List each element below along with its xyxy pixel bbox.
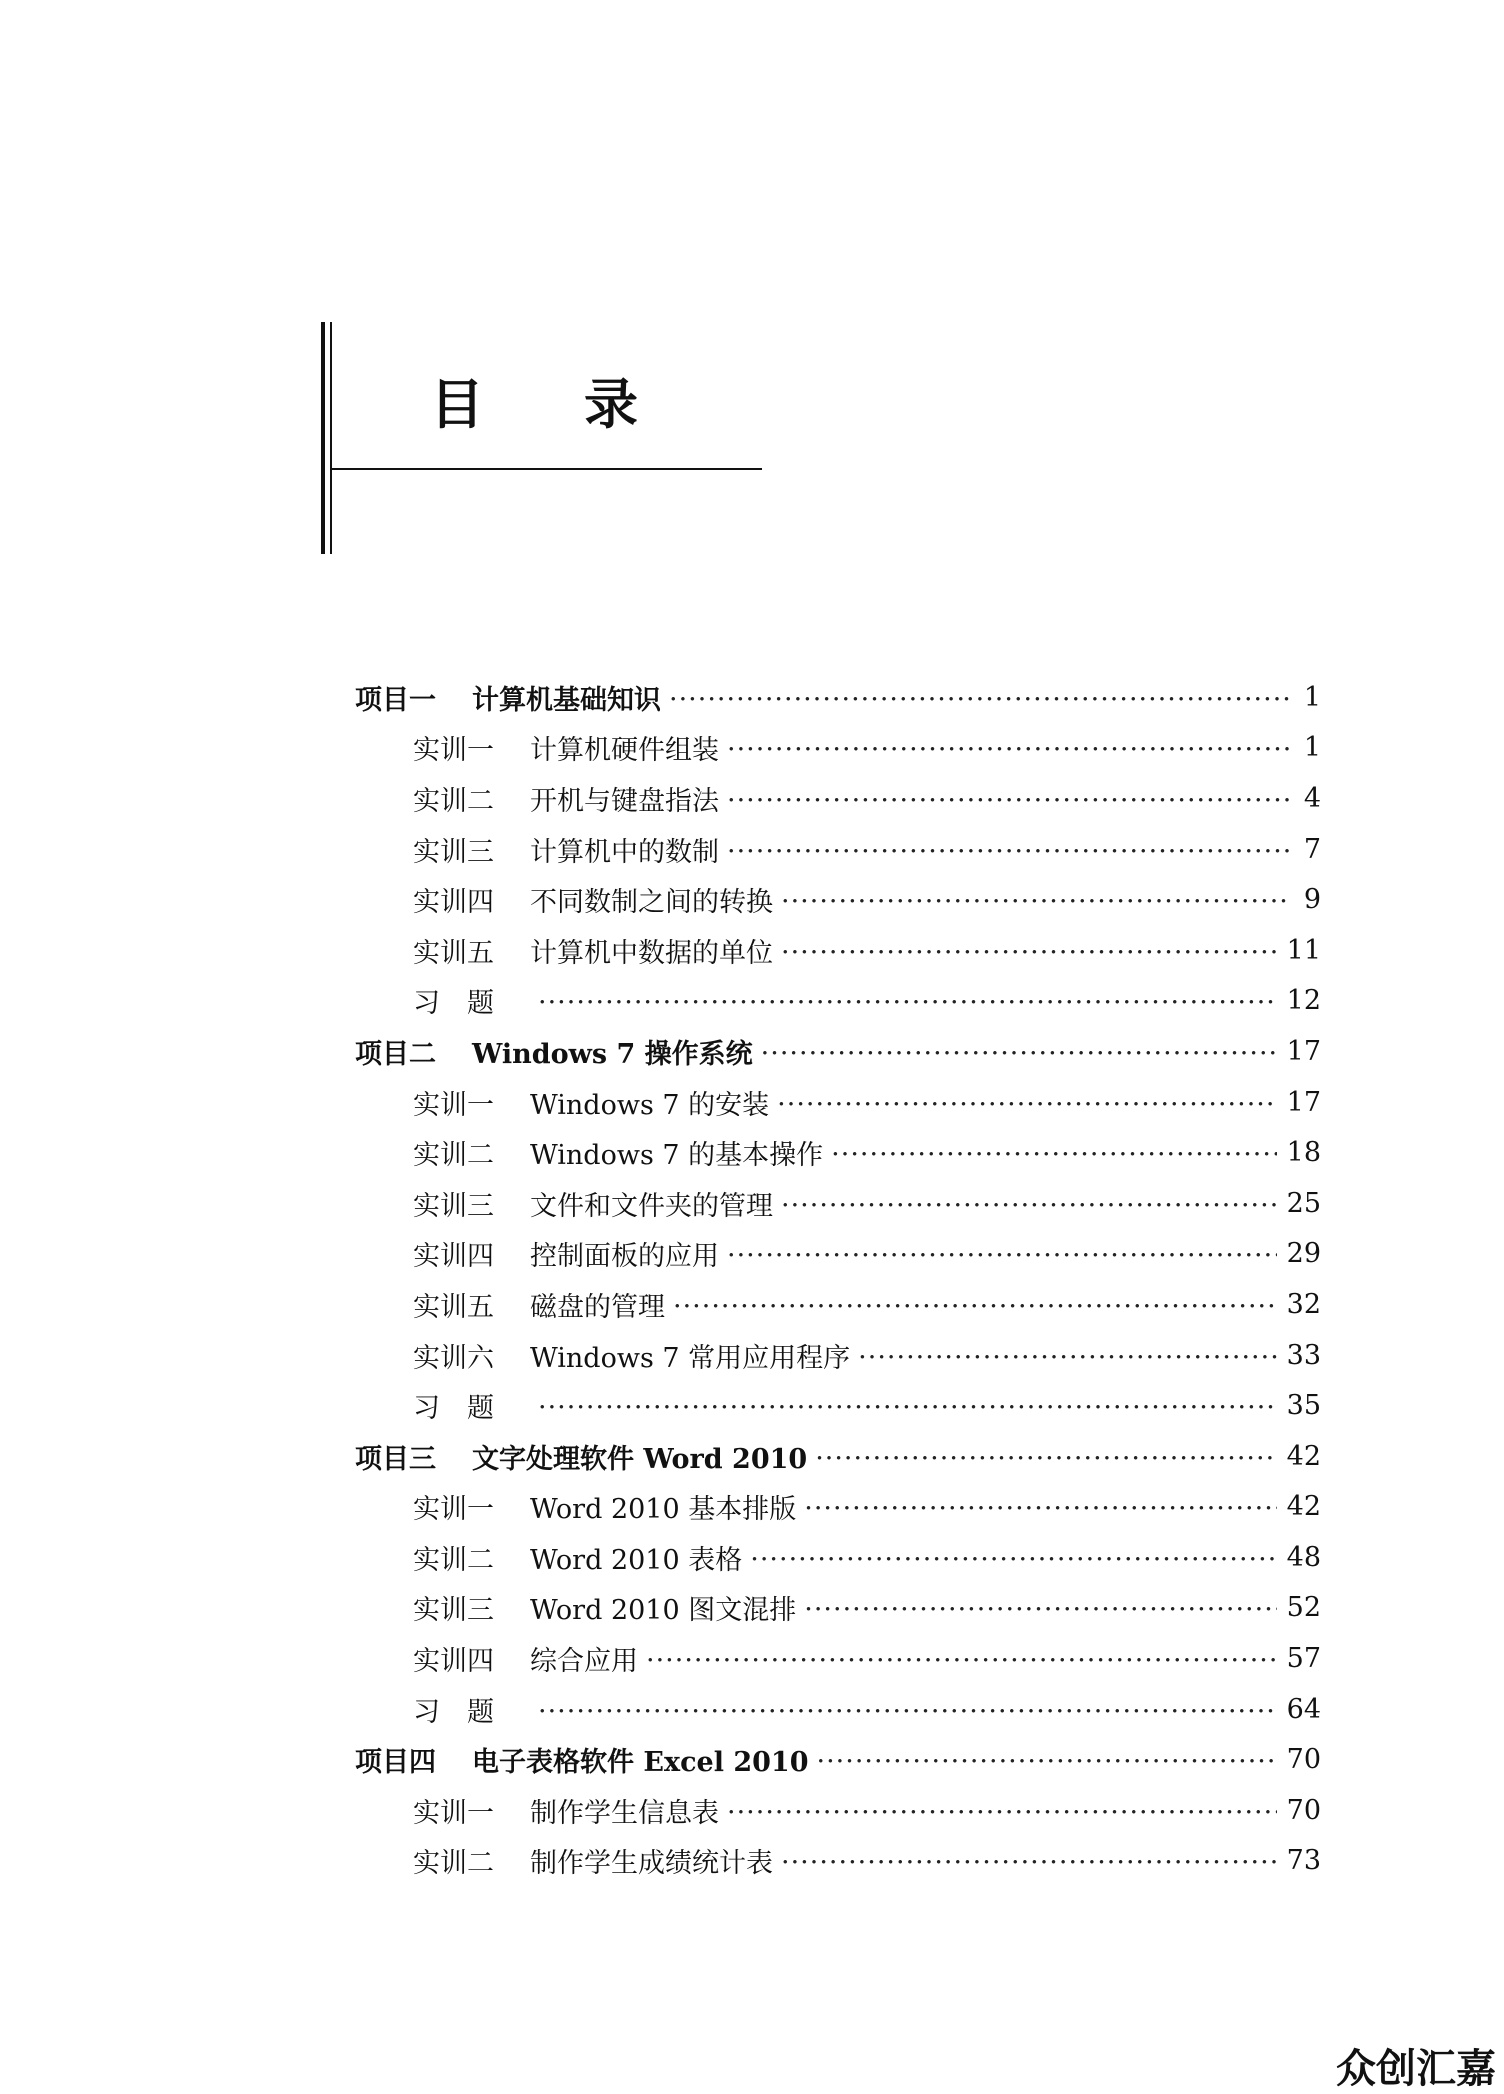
toc-chapter-entry[interactable] [355,1734,1321,1785]
toc-chapter-entry[interactable] [355,1026,1321,1077]
toc-dot-leader [669,684,1291,711]
toc-dot-leader [831,1139,1276,1166]
toc-page-number: 29 [1286,1238,1321,1270]
toc-entry-title: Windows 7 的基本操作 [530,1140,824,1172]
toc-dot-leader [673,1291,1277,1318]
toc-chapter-entry[interactable] [355,672,1321,723]
toc-entry-title: 计算机中的数制 [530,836,719,868]
toc-entry-title: 不同数制之间的转换 [530,887,773,919]
toc-dot-leader [815,1443,1276,1470]
toc-entry-title: Windows 7 常用应用程序 [530,1342,851,1374]
toc-page-number: 17 [1286,1086,1321,1118]
toc-entry-label: 实训二 [413,1140,494,1172]
toc-entry-label: 实训四 [413,1241,494,1273]
toc-entry-title: 计算机硬件组装 [530,735,719,767]
toc-section-entry[interactable] [355,1330,1321,1381]
toc-entry-title: 计算机基础知识 [472,684,661,716]
toc-entry-label: 实训四 [413,1646,494,1678]
toc-entry-label: 实训六 [413,1342,494,1374]
toc-entry-label: 实训三 [413,1595,494,1627]
toc-section-entry[interactable] [355,1532,1321,1583]
toc-dot-leader [781,886,1291,913]
toc-entry-title: 计算机中数据的单位 [530,937,773,969]
toc-dot-leader [727,1797,1277,1824]
toc-dot-leader [761,1038,1277,1065]
toc-entry-label: 实训一 [413,1494,494,1526]
toc-dot-leader [804,1594,1276,1621]
toc-entry-label: 实训二 [413,1544,494,1576]
toc-entry-label: 习 题 [413,988,494,1020]
toc-section-entry[interactable] [355,1482,1321,1533]
toc-entry-title: 制作学生信息表 [530,1797,719,1829]
header-rule-thin [330,322,332,554]
toc-entry-title: 控制面板的应用 [530,1241,719,1273]
toc-dot-leader [817,1746,1277,1773]
toc-entry-label: 实训五 [413,1291,494,1323]
toc-page-number: 1 [1303,681,1321,713]
toc-entry-label: 实训三 [413,1190,494,1222]
toc-section-entry[interactable] [355,925,1321,976]
toc-page-number: 70 [1286,1744,1321,1776]
toc-section-entry[interactable] [355,1127,1321,1178]
toc-entry-label: 习 题 [413,1696,494,1728]
toc-dot-leader [777,1089,1276,1116]
toc-entry-title: 磁盘的管理 [530,1291,665,1323]
toc-section-entry[interactable] [355,1684,1321,1735]
toc-entry-title: 文字处理软件 Word 2010 [472,1443,808,1475]
toc-page-number: 42 [1286,1440,1321,1472]
toc-entry-title: 制作学生成绩统计表 [530,1848,773,1880]
toc-section-entry[interactable] [355,1785,1321,1836]
toc-page-number: 35 [1286,1390,1321,1422]
toc-entry-title: Word 2010 基本排版 [530,1494,797,1526]
toc-dot-leader [750,1544,1276,1571]
page-title-char-2: 录 [584,373,638,436]
toc-chapter-entry[interactable] [355,1431,1321,1482]
toc-page-number: 11 [1286,934,1321,966]
toc-dot-leader [804,1493,1276,1520]
header-underline [330,468,762,470]
toc-entry-title: Windows 7 操作系统 [472,1038,753,1070]
toc-entry-label: 实训五 [413,937,494,969]
toc-entry-label: 项目三 [355,1443,436,1475]
toc-page-number: 33 [1286,1339,1321,1371]
toc-entry-label: 项目二 [355,1038,436,1070]
toc-dot-leader [781,1190,1277,1217]
toc-entry-title: 综合应用 [530,1646,638,1678]
toc-page-number: 4 [1303,782,1321,814]
toc-page-number: 42 [1286,1491,1321,1523]
toc-dot-leader [781,937,1277,964]
table-of-contents [355,672,1321,1886]
toc-entry-label: 项目一 [355,684,436,716]
toc-page-number: 52 [1286,1592,1321,1624]
toc-section-entry[interactable] [355,1279,1321,1330]
toc-page-number: 7 [1303,833,1321,865]
toc-entry-label: 实训一 [413,1089,494,1121]
toc-entry-label: 实训三 [413,836,494,868]
toc-dot-leader [727,785,1291,812]
toc-section-entry[interactable] [355,1380,1321,1431]
toc-page-number: 18 [1286,1137,1321,1169]
toc-entry-title: 电子表格软件 Excel 2010 [472,1747,809,1779]
toc-section-entry[interactable] [355,824,1321,875]
toc-entry-title: Word 2010 图文混排 [530,1595,797,1627]
toc-entry-label: 实训二 [413,1848,494,1880]
toc-section-entry[interactable] [355,874,1321,925]
toc-page-number: 17 [1286,1035,1321,1067]
toc-section-entry[interactable] [355,1229,1321,1280]
toc-dot-leader [538,1392,1277,1419]
toc-dot-leader [727,1240,1277,1267]
page-title [430,362,638,439]
toc-page-number: 9 [1303,884,1321,916]
toc-page-number: 32 [1286,1288,1321,1320]
toc-page-number: 57 [1286,1643,1321,1675]
toc-page-number: 25 [1286,1187,1321,1219]
toc-entry-title: Windows 7 的安装 [530,1089,770,1121]
toc-entry-title: Word 2010 表格 [530,1544,743,1576]
header-rule-thick [321,322,325,554]
toc-entry-title: 文件和文件夹的管理 [530,1190,773,1222]
toc-page-number: 70 [1286,1794,1321,1826]
toc-section-entry[interactable] [355,976,1321,1027]
page-title-char-1: 目 [430,373,484,436]
toc-page-number: 12 [1286,985,1321,1017]
watermark-logo: 众创汇嘉 [1336,2046,1496,2092]
toc-section-entry[interactable] [355,723,1321,774]
toc-page-number: 64 [1286,1693,1321,1725]
toc-page-number: 73 [1286,1845,1321,1877]
toc-dot-leader [781,1847,1277,1874]
toc-section-entry[interactable] [355,1178,1321,1229]
toc-dot-leader [727,734,1291,761]
toc-page-number: 48 [1286,1541,1321,1573]
toc-entry-label: 习 题 [413,1393,494,1425]
toc-entry-label: 项目四 [355,1747,436,1779]
toc-dot-leader [727,836,1291,863]
toc-dot-leader [858,1342,1276,1369]
toc-dot-leader [538,1696,1277,1723]
toc-section-entry[interactable] [355,1633,1321,1684]
toc-page-number: 1 [1303,732,1321,764]
toc-entry-label: 实训一 [413,735,494,767]
toc-section-entry[interactable] [355,1836,1321,1887]
toc-section-entry[interactable] [355,1583,1321,1634]
toc-dot-leader [646,1645,1277,1672]
toc-section-entry[interactable] [355,773,1321,824]
toc-entry-label: 实训二 [413,785,494,817]
toc-entry-label: 实训一 [413,1797,494,1829]
toc-dot-leader [538,987,1277,1014]
toc-section-entry[interactable] [355,1077,1321,1128]
toc-entry-title: 开机与键盘指法 [530,785,719,817]
toc-entry-label: 实训四 [413,887,494,919]
